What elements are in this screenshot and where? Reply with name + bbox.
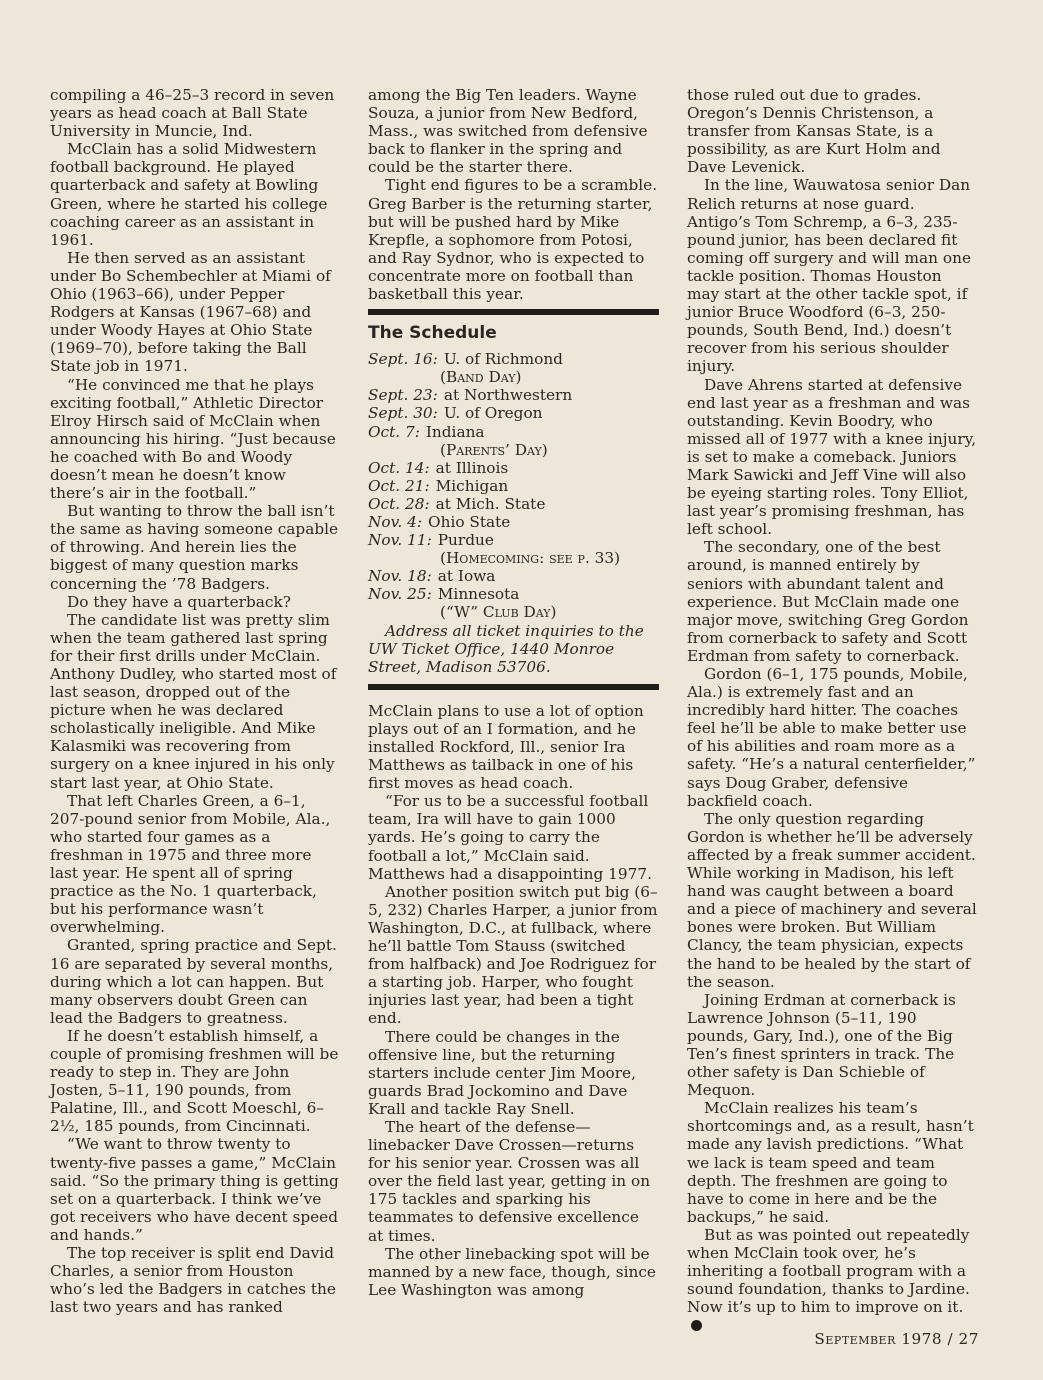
paragraph: But wanting to throw the ball isn’t the same as having someone capable of throwing. And herein lies the biggest of many question marks concerning the ’78 Badgers. (50, 502, 339, 593)
game-opponent: Minnesota (437, 585, 520, 604)
paragraph: those ruled out due to grades. Oregon’s Dennis Christenson, a transfer from Kansas State, is a possibility, as are Kurt Holm and Dave Levenick. (687, 86, 941, 177)
paragraph: There could be changes in the offensive line, but the returning starters include center Jim Moore, guards Brad Jockomino and Dave Krall and tackle Ray Snell. (368, 1027, 636, 1118)
schedule-game (368, 459, 659, 477)
game-date: Nov. 25: (368, 585, 432, 604)
paragraph: Another position switch put big (6–5, 232) Charles Harper, a junior from Washington, D.C., at fullback, where he’ll battle Tom Stauss (switched from halfback) and Joe Rodriguez for a starting job. Harper, who fought injuries last year, had been a tight end. (368, 882, 658, 1028)
schedule-bottom-rule (368, 684, 659, 690)
paragraph: Joining Erdman at cornerback is Lawrence Johnson (5–11, 190 pounds, Gary, Ind.), one of the Big Ten’s finest sprinters in track. The other safety is Dan Schieble of Mequon. (687, 990, 956, 1100)
article-column-3 (687, 86, 978, 1334)
paragraph: The secondary, one of the best around, is manned entirely by seniors with abundant talent and experience. But McClain made one major move, switching Greg Gordon from cornerback to safety and Scott Erdman from safety to cornerback. (687, 538, 969, 665)
paragraph: The candidate list was pretty slim when the team gathered last spring for their first drills under McClain. Anthony Dudley, who started most of last season, dropped out of the picture when he was declared scholastically ineligible. And Mike Kalasmiki was recovering from surgery on a knee injured in his only start last year, at Ohio State. (50, 610, 337, 792)
game-note: (Band Day) (440, 368, 522, 387)
schedule-game (368, 531, 659, 549)
game-opponent: at Mich. State (435, 494, 546, 513)
game-date: Oct. 14: (368, 458, 430, 477)
schedule-game (368, 350, 659, 368)
paragraph: But as was pointed out repeatedly when McClain took over, he’s inheriting a football program with a sound foundation, thanks to Jardine. Now it’s up to him to improve on it. (687, 1226, 978, 1335)
paragraph: Dave Ahrens started at defensive end last year as a freshman and was outstanding. Kevin Boodry, who missed all of 1977 with a knee injury, is set to make a comeback. Juniors Mark Sawicki and Jeff Vine will also be eyeing starting roles. Tony Elliot, last year’s promising freshman, has left school. (687, 375, 977, 539)
paragraph: among the Big Ten leaders. Wayne Souza, a junior from New Bedford, Mass., was switched from defensive back to flanker in the spring and could be the starter there. (368, 86, 648, 177)
game-opponent: at Illinois (435, 458, 509, 477)
schedule-game (368, 386, 659, 404)
game-date: Oct. 7: (368, 422, 420, 441)
paragraph: The heart of the defense—linebacker Dave Crossen—returns for his senior year. Crossen was all over the field last year, getting in on 175 tackles and sparking his teammates to defensive excellence at times. (368, 1117, 651, 1245)
game-date: Nov. 11: (368, 531, 432, 550)
game-opponent: U. of Oregon (443, 404, 543, 423)
paragraph: Gordon (6–1, 175 pounds, Mobile, Ala.) is extremely fast and an incredibly hard hitter. The coaches feel he’ll be able to make better use of his abilities and roam more as a safety. “He’s a natural centerfielder,” says Doug Graber, defensive backfield coach. (687, 665, 976, 810)
game-opponent: at Northwestern (443, 386, 573, 405)
game-opponent: Michigan (435, 476, 509, 495)
game-date: Nov. 18: (368, 567, 432, 586)
paragraph: McClain has a solid Midwestern football background. He played quarterback and safety at Bowling Green, where he started his college coaching career as an assistant in 1961. (50, 140, 328, 249)
game-date: Sept. 30: (368, 404, 438, 423)
paragraph: The only question regarding Gordon is whether he’ll be adversely affected by a freak summer accident. While working in Madison, his left hand was caught between a board and a piece of machinery and several bones were broken. But William Clancy, the team physician, expects the hand to be healed by the start of the season. (687, 809, 977, 991)
ticket-address: Address all ticket inquiries to the UW Ticket Office, 1440 Monroe Street, Madison 53706. (368, 621, 644, 676)
schedule-game (368, 513, 659, 531)
schedule-game (368, 404, 659, 422)
game-opponent: U. of Richmond (443, 350, 563, 369)
game-date: Sept. 16: (368, 350, 438, 369)
paragraph: That left Charles Green, a 6–1, 207-pound senior from Mobile, Ala., who started four games as a freshman in 1975 and three more last year. He spent all of spring practice as the No. 1 quarterback, but his performance wasn’t overwhelming. (50, 791, 331, 937)
game-note: (“W” Club Day) (440, 603, 557, 622)
paragraph: In the line, Wauwatosa senior Dan Relich returns at nose guard. Antigo’s Tom Schremp, a 6–3, 235-pound junior, has been declared fit coming off surgery and will man one tackle position. Thomas Houston may start at the other tackle spot, if junior Bruce Woodford (6–3, 250-pounds, South Bend, Ind.) doesn’t recover from his serious shoulder injury. (687, 176, 972, 376)
paragraph: Granted, spring practice and Sept. 16 are separated by several months, during which a lot can happen. But many observers doubt Green can lead the Badgers to greatness. (50, 936, 337, 1027)
schedule-game (368, 585, 659, 603)
paragraph: He then served as an assistant under Bo Schembechler at Miami of Ohio (1963–66), under Pepper Rodgers at Kansas (1967–68) and under Woody Hayes at Ohio State (1969–70), before taking the Ball State job in 1971. (50, 248, 331, 376)
game-opponent: Purdue (437, 531, 494, 550)
paragraph: McClain plans to use a lot of option plays out of an I formation, and he installed Rockford, Ill., senior Ira Matthews as tailback in one of his first moves as head coach. (368, 701, 644, 793)
schedule-game (368, 495, 659, 513)
paragraph: compiling a 46–25–3 record in seven years as head coach at Ball State University in Muncie, Ind. (50, 86, 335, 141)
schedule-game (368, 477, 659, 495)
paragraph: McClain realizes his team’s shortcomings and, as a result, hasn’t made any lavish predictions. “What we lack is team speed and team depth. The freshmen are going to have to come in here and be the backups,” he said. (687, 1099, 974, 1226)
game-date: Sept. 23: (368, 386, 438, 405)
paragraph: If he doesn’t establish himself, a couple of promising freshmen will be ready to step in. They are John Josten, 5–11, 190 pounds, from Palatine, Ill., and Scott Moeschl, 6–2½, 185 pounds, from Cincinnati. (50, 1026, 339, 1136)
article-column-1 (50, 86, 340, 1316)
end-bullet-icon (691, 1320, 702, 1331)
game-opponent: Ohio State (428, 512, 511, 531)
schedule-game (368, 567, 659, 585)
schedule-top-rule (368, 309, 659, 315)
game-note: (Homecoming: see p. 33) (440, 549, 621, 568)
paragraph: Tight end figures to be a scramble. Greg Barber is the returning starter, but will be pushed hard by Mike Krepfle, a sophomore from Potosi, and Ray Sydnor, who is expected to concentrate more on football than basketball this year. (368, 176, 658, 304)
schedule-list (368, 350, 659, 621)
schedule-box (368, 322, 659, 676)
paragraph: The other linebacking spot will be manned by a new face, though, since Lee Washington was among (368, 1244, 656, 1299)
game-opponent: at Iowa (437, 567, 496, 586)
column-2-upper-text (368, 86, 659, 303)
game-note: (Parents’ Day) (440, 440, 548, 459)
column-2-lower-text (368, 702, 659, 1299)
paragraph: “We want to throw twenty to twenty-five passes a game,” McClain said. “So the primary thing is getting set on a quarterback. I think we’ve got receivers who have decent speed and hands.” (50, 1135, 339, 1244)
page-footer: September 1978 / 27 (814, 1330, 979, 1348)
game-date: Oct. 28: (368, 494, 430, 513)
schedule-title: The Schedule (368, 323, 497, 344)
paragraph: “For us to be a successful football team, Ira will have to gain 1000 yards. He’s going to carry the football a lot,” McClain said. Matthews had a disappointing 1977. (368, 792, 652, 883)
article-column-2 (368, 86, 659, 1299)
game-date: Nov. 4: (368, 512, 423, 531)
paragraph: “He convinced me that he plays exciting football,” Athletic Director Elroy Hirsch said of McClain when announcing his hiring. “Just because he coached with Bo and Woody doesn’t mean he doesn’t know there’s air in the football.” (50, 375, 336, 503)
game-date: Oct. 21: (368, 476, 430, 495)
schedule-game (368, 423, 659, 441)
game-opponent: Indiana (425, 422, 485, 441)
paragraph: Do they have a quarterback? (67, 592, 291, 611)
paragraph: The top receiver is split end David Charles, a senior from Houston who’s led the Badgers in catches the last two years and has ranked (50, 1244, 336, 1317)
